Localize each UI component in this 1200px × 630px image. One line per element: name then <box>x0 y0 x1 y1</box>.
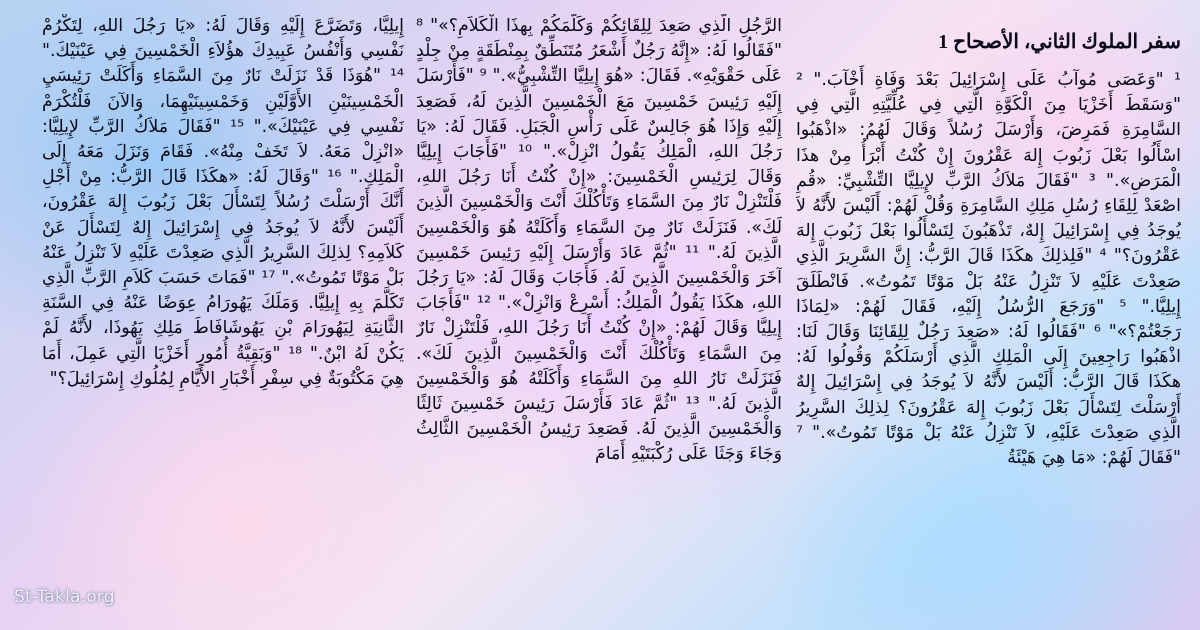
text-column-left <box>42 14 404 614</box>
column-text-2: الرَّجُلِ الَّذِي صَعِدَ لِلِقَائِكُمْ وَكَلَّمَكُمْ بِهذَا الْكَلاَمِ؟»" ⁸ "فَقَالُوا لَهُ: «إِنَّهُ رَجُلٌ أَشْعَرُ مُتَنَطِّقٌ بِمِنْطَقَةٍ مِنْ جِلْدٍ عَلَى حَقْوَيْهِ». فَقَالَ: «هُوَ إِيلِيَّا التِّشْبِيُّ»." ⁹ "فَأَرْسَلَ إِلَيْهِ رَئِيسَ خَمْسِينَ مَعَ الْخَمْسِينَ الَّذِينَ لَهُ، فَصَعِدَ إِلَيْهِ وَإِذَا هُوَ جَالِسٌ عَلَى رَأْسِ الْجَبَلِ. فَقَالَ لَهُ: «يَا رَجُلَ اللهِ، الْمَلِكُ يَقُولُ انْزِلْ»." ¹⁰ "فَأَجَابَ إِيلِيَّا وَقَالَ لِرَئِيسِ الْخَمْسِينَ: «إِنْ كُنْتُ أَنَا رَجُلَ اللهِ، فَلْتَنْزِلْ نَارٌ مِنَ السَّمَاءِ وَتَأْكُلْكَ أَنْتَ وَالْخَمْسِينَ الَّذِينَ لَكَ». فَنَزَلَتْ نَارٌ مِنَ السَّمَاءِ وَأَكَلَتْهُ هُوَ وَالْخَمْسِينَ الَّذِينَ لَهُ." ¹¹ "ثُمَّ عَادَ وَأَرْسَلَ إِلَيْهِ رَئِيسَ خَمْسِينَ آخَرَ وَالْخَمْسِينَ الَّذِينَ لَهُ. فَأَجَابَ وَقَالَ لَهُ: «يَا رَجُلَ اللهِ، هكَذَا يَقُولُ الْمَلِكُ: أَسْرِعْ وَانْزِلْ»." ¹² "فَأَجَابَ إِيلِيَّا وَقَالَ لَهُمْ: «إِنْ كُنْتُ أَنَا رَجُلَ اللهِ، فَلْتَنْزِلْ نَارٌ مِنَ السَّمَاءِ وَتَأْكُلْكَ أَنْتَ وَالْخَمْسِينَ الَّذِينَ لَكَ». فَنَزَلَتْ نَارُ اللهِ مِنَ السَّمَاءِ وَأَكَلَتْهُ هُوَ وَالْخَمْسِينَ الَّذِينَ لَهُ." ¹³ "ثُمَّ عَادَ فَأَرْسَلَ رَئِيسَ خَمْسِينَ ثَالِثًا وَالْخَمْسِينَ الَّذِينَ لَهُ. فَصَعِدَ رَئِيسُ الْخَمْسِينَ الثَّالِثُ وَجَاءَ وَجَثَا عَلَى رُكْبَتَيْهِ أَمَامَ <box>416 16 782 465</box>
scripture-page <box>18 14 1182 616</box>
chapter-title: سفر الملوك الثاني، الأصحاح 1 <box>938 31 1181 53</box>
text-column-right <box>796 28 1181 628</box>
site-watermark: St-Takla.org <box>14 587 115 607</box>
column-text-3: إِيلِيَّا، وَتَضَرَّعَ إِلَيْهِ وَقَالَ لَهُ: «يَا رَجُلَ اللهِ، لِتَكْرُمْ نَفْسِي وَأَنْفُسُ عَبِيدِكَ هؤُلاَءِ الْخَمْسِينَ فِي عَيْنَيْكَ." ¹⁴ "هُوَذَا قَدْ نَزَلَتْ نَارٌ مِنَ السَّمَاءِ وَأَكَلَتْ رَئِيسَيِ الْخَمْسِينَيْنِ الأَوَّلَيْنِ وَخَمْسِينَيْهِمَا، وَالآنَ فَلْتُكْرَمْ نَفْسِي فِي عَيْنَيْكَ»." ¹⁵ "فَقَالَ مَلاَكُ الرَّبِّ لإِيلِيَّا: «انْزِلْ مَعَهُ. لاَ تَخَفْ مِنْهُ». فَقَامَ وَنَزَلَ مَعَهُ إِلَى الْمَلِكِ." ¹⁶ "وَقَالَ لَهُ: «هكَذَا قَالَ الرَّبُّ: مِنْ أَجْلِ أَنَّكَ أَرْسَلْتَ رُسُلاً لِتَسْأَلَ بَعْلَ زَبُوبَ إِلهَ عَقْرُونَ، أَلَيْسَ لأَنَّهُ لاَ يُوجَدُ فِي إِسْرَائِيلَ إِلهٌ لِتَسْأَلَ عَنْ كَلاَمِهِ؟ لِذلِكَ السَّرِيرُ الَّذِي صَعِدْتَ عَلَيْهِ لاَ تَنْزِلُ عَنْهُ بَلْ مَوْتًا تَمُوتُ»." ¹⁷ "فَمَاتَ حَسَبَ كَلاَمِ الرَّبِّ الَّذِي تَكَلَّمَ بِهِ إِيلِيَّا. وَمَلَكَ يَهُورَامُ عِوَضًا عَنْهُ فِي السَّنَةِ الثَّانِيَةِ لِيَهُورَامَ بْنِ يَهُوشَافَاطَ مَلِكِ يَهُوذَا، لأَنَّهُ لَمْ يَكُنْ لَهُ ابْنٌ." ¹⁸ "وَبَقِيَّةُ أُمُورِ أَخَزْيَا الَّتِي عَمِلَ، أَمَا هِيَ مَكْتُوبَةٌ فِي سِفْرِ أَخْبَارِ الأَيَّامِ لِمُلُوكِ إِسْرَائِيلَ؟" <box>42 16 404 389</box>
text-column-middle <box>416 14 782 614</box>
column-text-1: ¹ "وَعَصَى مُوآبُ عَلَى إِسْرَائِيلَ بَعْدَ وَفَاةِ أَخْآبَ." ² "وَسَقَطَ أَخَزْيَا مِنَ الْكَوَّةِ الَّتِي فِي عُلِّيَّتِهِ الَّتِي فِي السَّامِرَةِ فَمَرِضَ، وَأَرْسَلَ رُسُلاً وَقَالَ لَهُمُ: «اذْهَبُوا اسْأَلُوا بَعْلَ زَبُوبَ إِلهَ عَقْرُونَ إِنْ كُنْتُ أَبْرَأُ مِنْ هذَا الْمَرَضِ»." ³ "فَقَالَ مَلاَكُ الرَّبِّ لإِيلِيَّا التِّشْبِيِّ: «قُمِ اصْعَدْ لِلِقَاءِ رُسُلِ مَلِكِ السَّامِرَةِ وَقُلْ لَهُمْ: أَلَيْسَ لأَنَّهُ لاَ يُوجَدُ فِي إِسْرَائِيلَ إِلهٌ، تَذْهَبُونَ لِتَسْأَلُوا بَعْلَ زَبُوبَ إِلهَ عَقْرُونَ؟" ⁴ "فَلِذلِكَ هكَذَا قَالَ الرَّبُّ: إِنَّ السَّرِيرَ الَّذِي صَعِدْتَ عَلَيْهِ لاَ تَنْزِلُ عَنْهُ بَلْ مَوْتًا تَمُوتُ». فَانْطَلَقَ إِيلِيَّا." ⁵ "وَرَجَعَ الرُّسُلُ إِلَيْهِ، فَقَالَ لَهُمْ: «لِمَاذَا رَجَعْتُمْ؟»" ⁶ "فَقَالُوا لَهُ: «صَعِدَ رَجُلٌ لِلِقَائِنَا وَقَالَ لَنَا: اذْهَبُوا رَاجِعِينَ إِلَى الْمَلِكِ الَّذِي أَرْسَلَكُمْ وَقُولُوا لَهُ: هكَذَا قَالَ الرَّبُّ: أَلَيْسَ لأَنَّهُ لاَ يُوجَدُ فِي إِسْرَائِيلَ إِلهٌ أَرْسَلْتَ لِتَسْأَلَ بَعْلَ زَبُوبَ إِلهَ عَقْرُونَ؟ لِذلِكَ السَّرِيرُ الَّذِي صَعِدْتَ عَلَيْهِ، لاَ تَنْزِلُ عَنْهُ بَلْ مَوْتًا تَمُوتُ»." ⁷ "فَقَالَ لَهُمْ: «مَا هِيَ هَيْئَةُ <box>796 70 1181 469</box>
